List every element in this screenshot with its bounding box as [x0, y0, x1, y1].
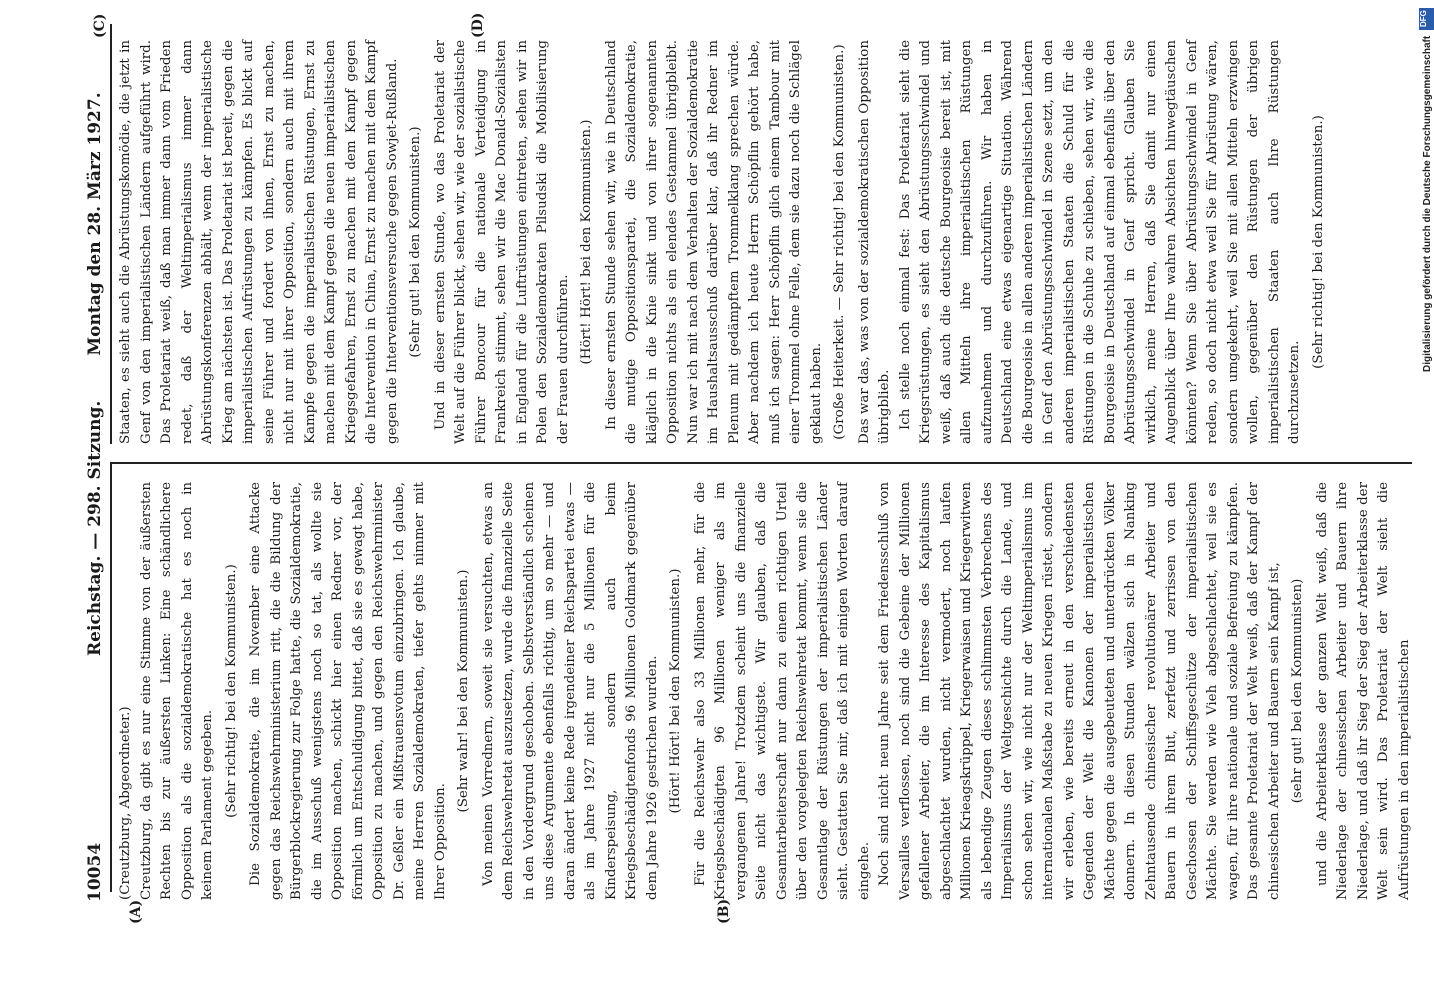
paragraph: und die Arbeiterklasse der ganzen Welt weiß, daß die Niederlage der chinesischen Arbeiter und Bauern ihre Niederlage, und daß ihr Sieg der Sieg der Arbeiterklasse der Welt sein wird. Das Proletariat der Welt sieht die Aufrüstungen in den imperialistischen — [1314, 482, 1412, 900]
paragraph: Für die Reichswehr also 33 Millionen mehr, für die Kriegsbeschädigten 96 Millionen weniger als im vergangenen Jahre! Trotzdem scheint uns die finanzielle Seite nicht das wichtigste. Wir glauben, daß die Gesamtarbeiterschaft nur dann zu einem richtigen Urteil über den vorgelegten Reichswehretat kommt, wenn sie die Gesamtlage der Rüstungen der imperialistischen Länder sieht. Gestatten Sie mir, daß ich mit einigen Worten darauf eingehe. — [692, 482, 872, 900]
paragraph: Und in dieser ernsten Stunde, wo das Proletariat der Welt auf die Führer blickt, sehen wir, wie der sozialistische Führer Boncour für die nationale Verteidigung in Frankreich stimmt, sehen wir die Mac Donald-Sozialisten in England für die Luftrüstungen eintreten, sehen wir in Polen den Sozialdemokraten Pilsudski die Mobilisierung der Frauen durchführen. — [432, 40, 571, 444]
interjection: (Große Heiterkeit. — Sehr richtig! bei den Kommunisten.) — [832, 44, 847, 440]
margin-marker-d: (D) — [470, 12, 486, 38]
digitization-note-text: Digitalisierung gefördert durch die Deutsche Forschungsgemeinschaft — [1422, 36, 1433, 373]
paragraph: Ich stelle noch einmal fest: Das Proletariat sieht die Kriegsrüstungen, es sieht den Abrüstungsschwindel und weiß, daß auch die deutsche Bourgeoisie bereit ist, mit allen Mitteln ihre imperialistischen Rüstungen aufzunehmen und durchzuführen. Wir haben in Deutschland eine etwas eigenartige Situation. Während die Bourgeoisie in allen anderen imperialistischen Ländern in Genf den Abrüstungsschwindel in Szene setzt, um den anderen imperialistischen Staaten die Schuld für die Rüstungen in die Schuhe zu schieben, sehen wir, wie die Bourgeoisie in Deutschland auf einmal ebenfalls über den Abrüstungsschwindel in Genf spricht. Glauben Sie wirklich, meine Herren, daß Sie damit nur einen Augenblick über Ihre wahren Absichten hinwegtäuschen könnten? Wenn Sie über Abrüstungsschwindel in Genf reden, so doch nicht etwa weil Sie für Abrüstung wären, sondern umgekehrt, weil Sie mit allen Mitteln erzwingen wollen, gegenüber den Rüstungen der übrigen imperialistischen Staaten auch Ihre Rüstungen durchzusetzen. — [897, 40, 1302, 444]
paragraph: In dieser ernsten Stunde sehen wir, wie in Deutschland die mutige Oppositionspartei, die Sozialdemokratie, kläglich in die Knie sinkt und von ihrer sogenannten Opposition nichts als ein elendes Gestammel übrigbleibt. Nun war ich mit nach dem Verhalten der Sozialdemokratie im Haushaltsausschuß darüber klar, daß ihr Redner im Plenum mit gedämpftem Trommelklang sprechen würde. Aber nachdem ich heute Herrn Schöpflin gehört habe, muß ich sagen: Herr Schöpflin glich einem Tambour mit einer Trommel ohne Felle, dem sie dazu noch die Schlägel geklaut haben. — [603, 40, 824, 444]
right-header-rule — [110, 24, 112, 444]
left-page-title: Reichstag. — 298. Sitzung. — [85, 400, 105, 656]
right-page-title: Montag den 28. März 1927. — [85, 92, 105, 356]
left-page-header — [85, 400, 105, 902]
dfg-logo: DFG — [1419, 8, 1434, 30]
speaker-heading: (Creutzburg, Abgeordneter.) — [118, 706, 133, 900]
left-header-rule — [110, 462, 112, 892]
right-page-header — [85, 4, 105, 444]
interjection: (Hört! Hört! bei den Kommunisten.) — [668, 568, 683, 814]
interjection: (Sehr richtig! bei den Kommunisten.) — [1310, 115, 1326, 369]
column-divider — [112, 463, 1412, 465]
paragraph: Das war das, was von der sozialdemokratischen Opposition übrigblieb. — [856, 40, 892, 444]
paragraph: Von meinen Vorrednern, soweit sie versuchten, etwas an dem Reichswehretat auszusetzen, wurde die finanzielle Seite in den Vordergrund geschoben. Selbstverständlich scheinen uns diese Argumente ebenfalls richtig, um so mehr — und daran ändert keine Rede irgendeiner Reichspartei etwas — als im Jahre 1927 nicht nur die 5 Millionen für die Kinderspeisung, sondern auch beim Kriegsbeschädigtenfonds 96 Millionen Goldmark gegenüber dem Jahre 1926 gestrichen wurden. — [480, 482, 660, 900]
interjection: (sehr gut! bei den Kommunisten) — [1290, 578, 1305, 804]
margin-marker-a: (A) — [128, 899, 144, 924]
margin-marker-b: (B) — [716, 898, 732, 924]
interjection: (Sehr wahr! bei den Kommunisten.) — [456, 569, 471, 813]
right-column — [116, 40, 1333, 444]
paragraph: Die Sozialdemokratie, die im November eine Attacke gegen das Reichswehrministerium ritt, die die Bildung der Bürgerblockregierung zur Folge hatte, die Sozialdemokratie, die im Ausschuß wenigstens noch so tat, als wollte sie Opposition machen, schickt hier einen Redner vor, der förmlich um Entschuldigung bittet, daß sie es gewagt habe, Opposition zu machen, und gegen den Reichswehrminister Dr. Geßler ein Mißtrauensvotum einzubringen. Ich glaube, meine Herren Sozialdemokraten, tiefer gehts nimmer mit Ihrer Opposition. — [248, 482, 448, 900]
paragraph: Staaten, es sieht auch die Abrüstungskomödie, die jetzt in Genf von den imperialistischen Ländern aufgeführt wird. Das Proletariat weiß, daß man immer dann vom Frieden redet, daß der Weltimperialismus immer dann Abrüstungskonferenzen abhält, wenn der imperialistische Krieg am nächsten ist. Das Proletariat ist bereit, gegen die imperialistischen Aufrüstungen zu kämpfen. Es blickt auf seine Führer und fordert von ihnen, Ernst zu machen, nicht nur mit ihrer Opposition, sondern auch mit ihrem Kampfe gegen die imperialistischen Rüstungen, Ernst zu machen mit dem Kampf gegen die neuen imperialistischen Kriegsgefahren, Ernst zu machen mit dem Kampf gegen die Intervention in China, Ernst zu machen mit dem Kampf gegen die Interventionsversuche gegen Sowjet-Rußland. — [118, 40, 400, 444]
margin-marker-c: (C) — [92, 13, 108, 38]
interjection: (Sehr richtig! bei den Kommunisten.) — [223, 564, 239, 818]
paragraph: Creutzburg, da gibt es nur eine Stimme von der äußersten Rechten bis zur äußersten Linken: Eine schändlichere Opposition als die sozialdemokratische hat es noch in keinem Parlament gegeben. — [138, 482, 215, 900]
digitization-note — [1420, 36, 1434, 996]
interjection: (Sehr gut! bei den Kommunisten.) — [408, 126, 423, 358]
left-page-number: 10054 — [85, 842, 105, 902]
left-column — [116, 482, 1415, 900]
paragraph: Noch sind nicht neun Jahre seit dem Friedensschluß von Versailles verflossen, noch sind die Gebeine der Millionen gefallener Arbeiter, die im Interesse des Kapitalismus abgeschlachtet wurden, nicht vermodert, noch laufen Millionen Krieagskrüppel, Kriegerwaisen und Kriegerwitwen als lebendige Zeugen dieses schlimmsten Verbrechens des Imperialismus der Weltgeschichte durch die Lande, und schon sehen wir, wie nicht nur der Weltimperialismus im internationalen Maßstabe zu neuen Kriegen rüstet, sondern wir erleben, wie bereits erneut in den verschiedensten Gegenden der Welt die Kanonen der imperialistischen Mächte gegen die ausgebeuteten und unterdrückten Völker donnern. In diesen Stunden wälzen sich in Nanking Zehntausende chinesischer revolutionärer Arbeiter und Bauern in ihrem Blut, zerfetzt und zerrissen von den Geschossen der Schiffsgeschütze der imperialistischen Mächte. Sie werden wie Vieh abgeschlachtet, weil sie es wagen, für ihre nationale und soziale Befreiung zu kämpfen. Das gesamte Proletariat der Welt weiß, daß der Kampf der chinesischen Arbeiter und Bauern sein Kampf ist, — [877, 482, 1282, 900]
interjection: (Hört! Hört! bei den Kommunisten.) — [579, 119, 594, 365]
